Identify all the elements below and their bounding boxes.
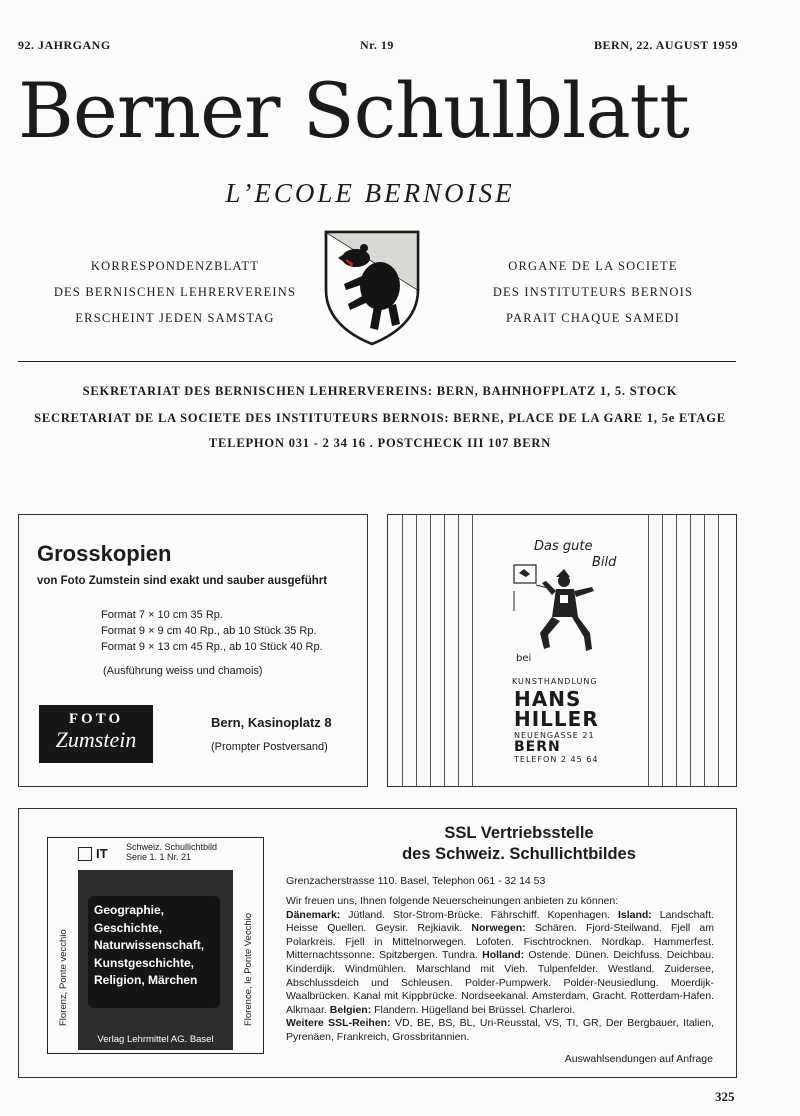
- masthead-subtitle: L’ECOLE BERNOISE: [225, 178, 515, 208]
- org-line: KORRESPONDENZBLATT: [90, 259, 260, 273]
- volume-label: 92. JAHRGANG: [18, 38, 111, 52]
- jester-figure-icon: [512, 559, 612, 655]
- org-description-german: [20, 253, 330, 331]
- postal-note: (Prompter Postversand): [211, 741, 328, 753]
- label-kunsthandlung: KUNSTHANDLUNG: [512, 677, 598, 686]
- country-label: Dänemark:: [286, 908, 341, 921]
- decorative-stripe: [444, 515, 445, 786]
- lantern-slide-illustration: [47, 837, 264, 1054]
- slide-frame: [78, 870, 233, 1050]
- org-line: DES INSTITUTEURS BERNOIS: [492, 285, 694, 299]
- slide-side-caption-left: Florenz, Ponte vecchio: [58, 929, 69, 1026]
- ssl-address: Grenzacherstrasse 110. Basel, Telephon 061 - 32 14 53: [286, 875, 546, 887]
- country-text: Flandern. Hügelland bei Brüssel. Charleroi.: [374, 1003, 575, 1016]
- secretariat-contact: TELEPHON 031 - 2 34 16 . POSTCHECK III 107 BERN: [208, 436, 552, 450]
- intro-text: Wir freuen uns, Ihnen folgende Neuerscheinungen anbieten zu können:: [286, 895, 619, 907]
- slide-side-caption-right: Florence, le Ponte Vecchio: [243, 912, 254, 1026]
- ad-ssl-vertriebsstelle: [18, 808, 737, 1078]
- ssl-title: [309, 823, 729, 865]
- foto-zumstein-logo: [39, 705, 153, 763]
- bern-bear-crest-icon: [322, 228, 422, 346]
- slide-subject: Religion, Märchen: [94, 973, 198, 987]
- format-price-line: Format 7 × 10 cm 35 Rp.: [101, 609, 223, 621]
- slide-subject: Geschichte,: [94, 920, 163, 935]
- shop-name-last: HILLER: [514, 707, 599, 731]
- org-line: ERSCHEINT JEDEN SAMSTAG: [75, 311, 275, 325]
- country-text: Schären. Fjord-Steilwand. Fjell am Polarkreis. Fjell in Mittelnorwegen. Lofoten. Fischtrocknen. Nordkap. Hammerfest. Mitternachtssonne. Spitzbergen. Tundra.: [286, 922, 714, 962]
- ad-subtitle: von Foto Zumstein sind exakt und sauber ausgeführt: [37, 575, 328, 587]
- shop-street: NEUENGASSE 21: [514, 731, 595, 740]
- more-series-label: Weitere SSL-Reihen:: [286, 1017, 391, 1030]
- org-description-french: [448, 253, 738, 331]
- decorative-stripe: [662, 515, 663, 786]
- org-line: PARAIT CHAQUE SAMEDI: [505, 311, 681, 325]
- decorative-stripe: [718, 515, 719, 786]
- shop-city: BERN: [514, 739, 561, 755]
- secretariat-french: SECRETARIAT DE LA SOCIETE DES INSTITUTEURS BERNOIS: BERNE, PLACE DE LA GARE 1, 5e ETAGE: [34, 411, 726, 425]
- header-divider: [18, 361, 736, 362]
- decorative-stripe: [690, 515, 691, 786]
- ad-title: Grosskopien: [37, 541, 172, 566]
- decorative-stripe: [402, 515, 403, 786]
- finish-note: (Ausführung weiss und chamois): [103, 665, 263, 677]
- secretariat-german: SEKRETARIAT DES BERNISCHEN LEHRERVEREINS: BERN, BAHNHOFPLATZ 1, 5. STOCK: [82, 384, 678, 398]
- checkbox-square-icon: [78, 847, 92, 861]
- more-series-text: VD, BE, BS, BL, Uri-Reusstal, VS, TI, GR, Der Bergbauer, Italien, Pyrenäen, Frankreich, Grossbritannien.: [286, 1017, 715, 1043]
- place-date: BERN, 22. AUGUST 1959: [594, 38, 738, 52]
- country-label: Holland:: [482, 949, 525, 962]
- ssl-catalog-text: [286, 895, 714, 1045]
- ad-hans-hiller: [387, 514, 737, 787]
- logo-name: Zumstein: [55, 727, 137, 752]
- logo-word: FOTO: [68, 711, 124, 727]
- slide-tag: IT: [96, 846, 108, 861]
- ad-panel: [484, 515, 642, 786]
- ad-grosskopien: [18, 514, 368, 787]
- shop-address: Bern, Kasinoplatz 8: [211, 715, 332, 730]
- slide-subject: Kunstgeschichte,: [94, 955, 195, 970]
- decorative-stripe: [648, 515, 649, 786]
- country-text: Landschaft. Heisse Quellen. Geysir. Rejkiavik.: [286, 908, 715, 935]
- slide-publisher: Verlag Lehrmittel AG. Basel: [97, 1034, 214, 1045]
- ssl-footer-note: Auswahlsendungen auf Anfrage: [564, 1053, 713, 1065]
- slogan-bild: Bild: [592, 555, 617, 570]
- slide-subjects: [88, 896, 220, 1008]
- decorative-stripe: [676, 515, 677, 786]
- slogan-das-gute: Das gute: [534, 539, 593, 554]
- ssl-title-line: SSL Vertriebsstelle: [444, 824, 594, 842]
- country-label: Norwegen:: [471, 922, 526, 935]
- country-label: Island:: [617, 908, 652, 921]
- issue-number: Nr. 19: [360, 38, 394, 52]
- page-number: 325: [715, 1089, 735, 1104]
- ssl-title-line: des Schweiz. Schullichtbildes: [402, 845, 636, 863]
- org-line: DES BERNISCHEN LEHRERVEREINS: [53, 285, 297, 299]
- decorative-stripe: [430, 515, 431, 786]
- org-line: ORGANE DE LA SOCIETE: [508, 259, 678, 273]
- format-price-line: Format 9 × 9 cm 40 Rp., ab 10 Stück 35 Rp.: [101, 625, 317, 637]
- country-label: Belgien:: [329, 1003, 372, 1016]
- slide-series-name: Schweiz. Schullichtbild: [126, 842, 218, 852]
- country-text: Jütland. Stor-Strom-Brücke. Fährschiff. Kopenhagen.: [348, 908, 610, 921]
- shop-phone: TELEFON 2 45 64: [514, 755, 599, 764]
- slide-subject: Geographie,: [94, 903, 165, 917]
- masthead-title: Berner Schulblatt: [18, 66, 689, 155]
- decorative-stripe: [458, 515, 459, 786]
- decorative-stripe: [416, 515, 417, 786]
- shop-name-first: HANS: [514, 687, 582, 711]
- format-price-line: Format 9 × 13 cm 45 Rp., ab 10 Stück 40 Rp.: [101, 641, 323, 653]
- decorative-stripe: [472, 515, 473, 786]
- decorative-stripe: [704, 515, 705, 786]
- slide-series-number: Serie 1. 1 Nr. 21: [126, 852, 192, 862]
- label-bei: bei: [516, 653, 532, 664]
- country-text: Ostende. Dünen. Deichfuss. Deichbau. Kinderdijk. Windmühlen. Marschland mit Vieh. Tulpenfelder. Westland. Zuidersee, Abschlussdeich und Schleusen. Polder-Pumpwerk. Polder-Neusiedlung. Moerdijk-Waalbrücken. Kanal mit Kippbrücke. Nordseekanal. Amsterdam, Gracht. Rotterdam-Hafen. Alkmaar.: [286, 949, 714, 1016]
- slide-subject: Naturwissenschaft,: [94, 938, 205, 952]
